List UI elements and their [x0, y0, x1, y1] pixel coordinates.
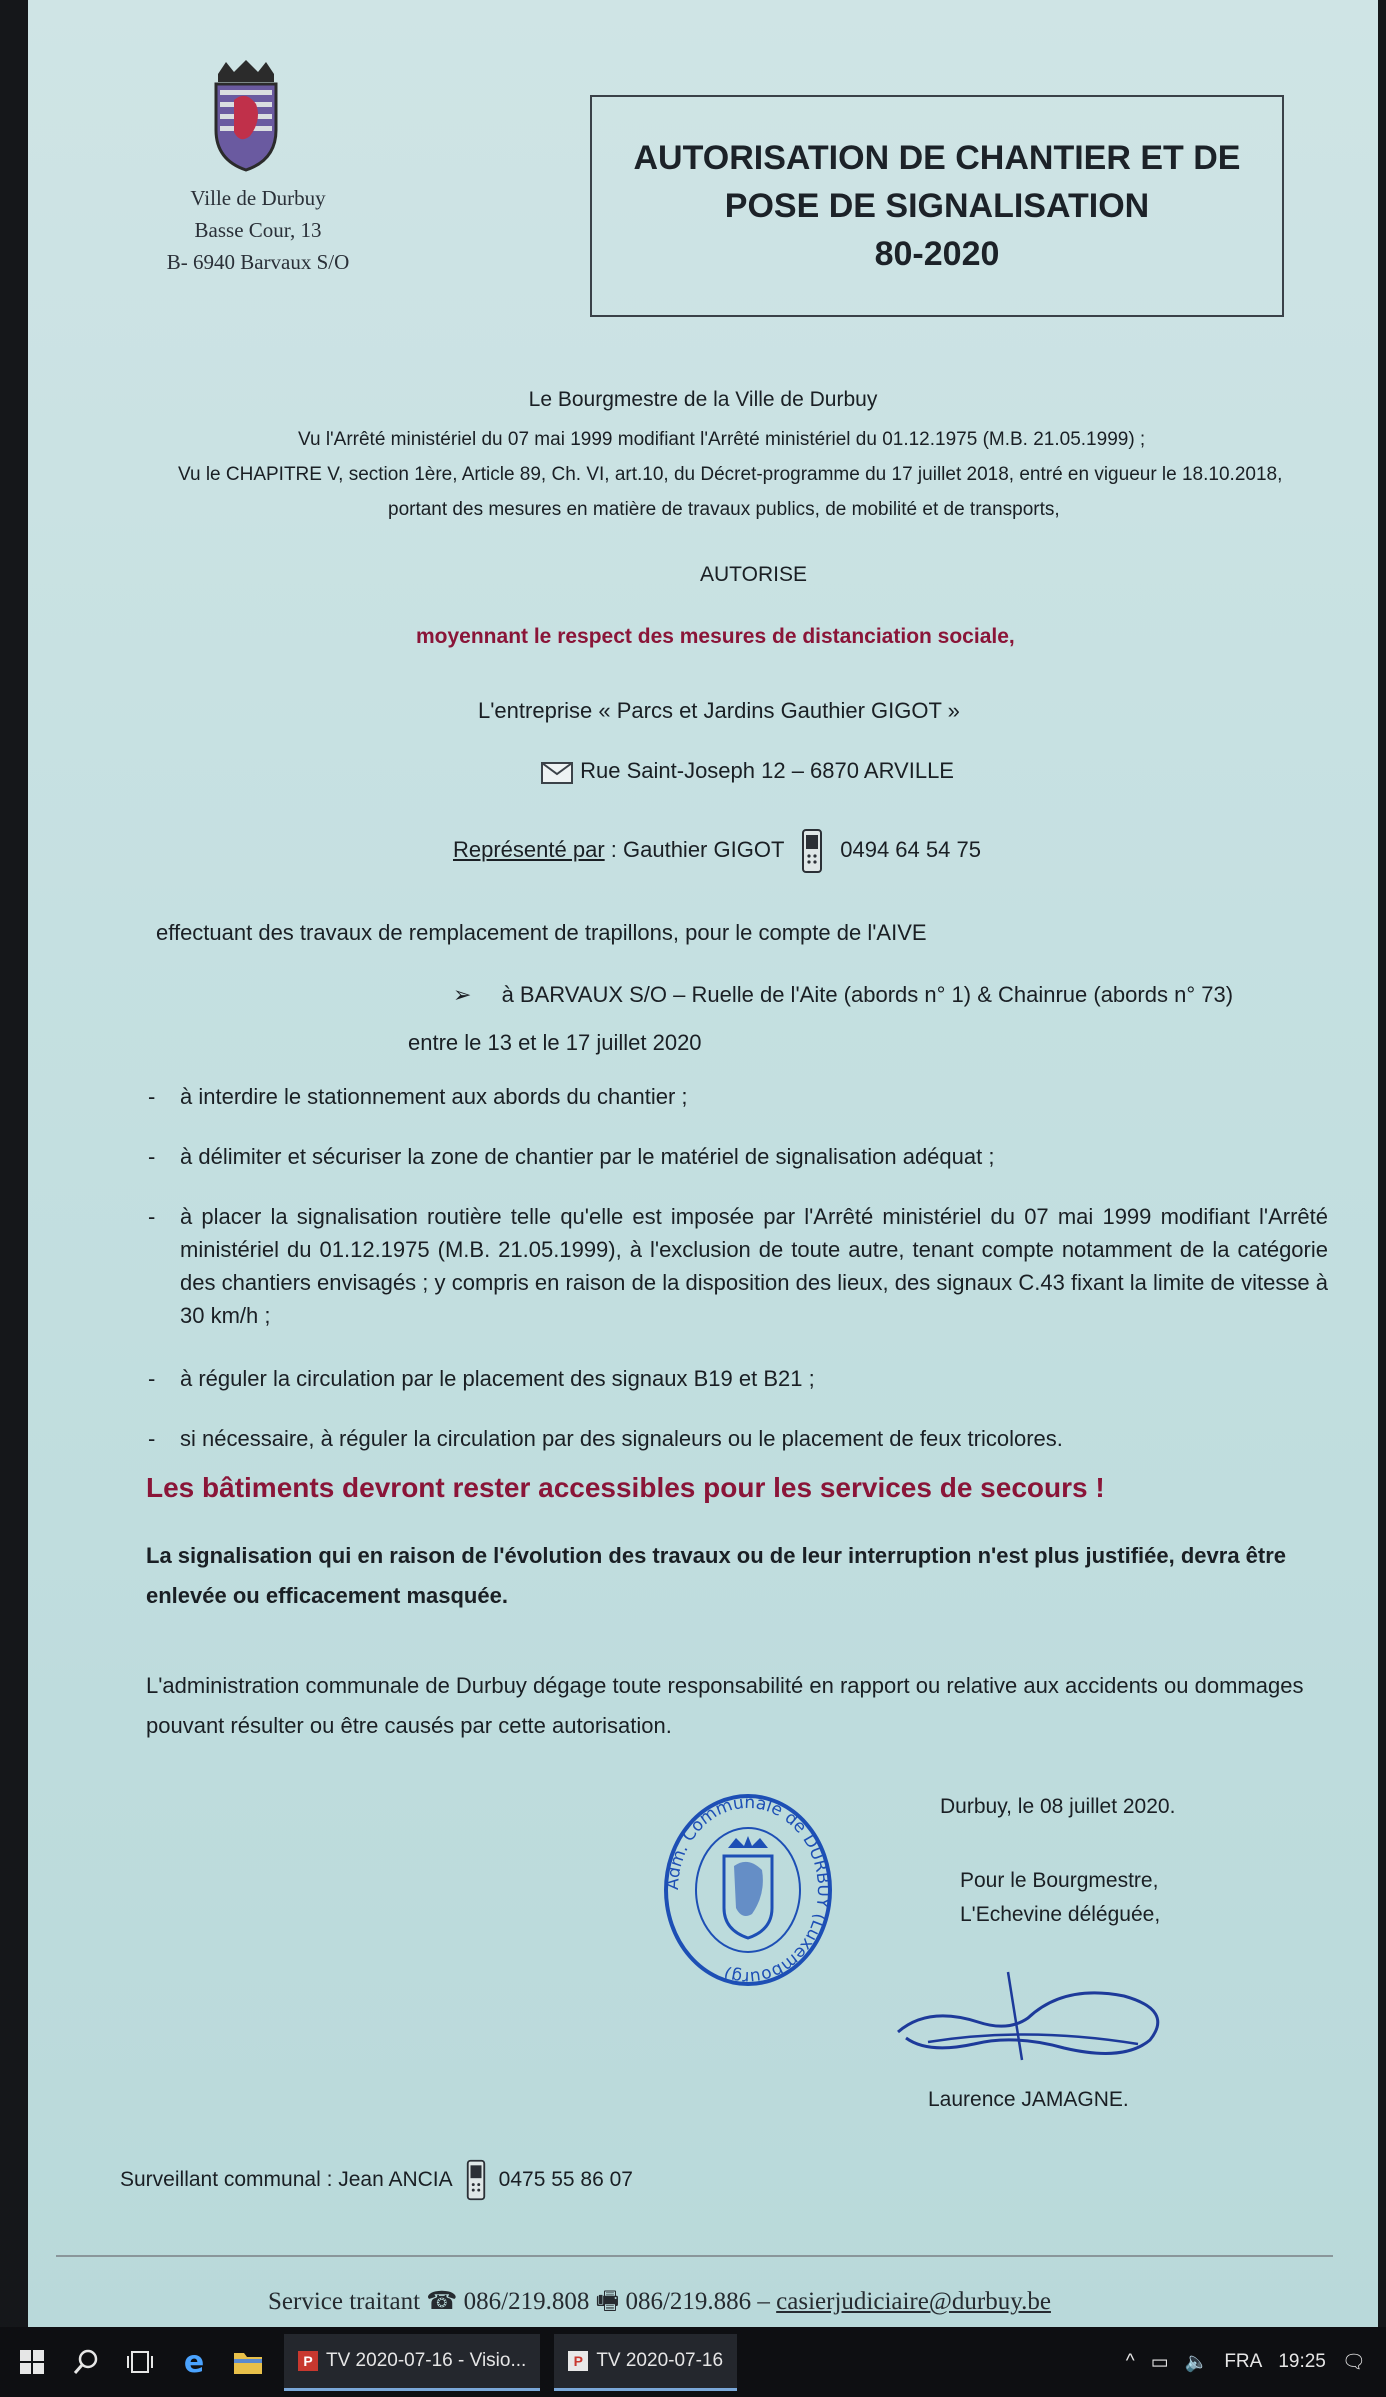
mobile-phone-icon — [800, 828, 824, 874]
footer-service: Service traitant — [268, 2288, 421, 2315]
clock[interactable]: 19:25 — [1278, 2351, 1326, 2372]
location-text: à BARVAUX S/O – Ruelle de l'Aite (abords n° 1) & Chainrue (abords n° 73) — [501, 982, 1234, 1007]
surveillant-phone: 0475 55 86 07 — [498, 2168, 633, 2191]
measure-text: si nécessaire, à réguler la circulation par des signaleurs ou le placement de feux tricolores. — [180, 1426, 1063, 1451]
file-explorer-icon[interactable] — [226, 2340, 270, 2384]
footer-contact — [268, 2282, 1051, 2325]
bullet-dash: - — [148, 1366, 156, 1391]
document-title — [590, 95, 1284, 317]
taskbar-app-label: TV 2020-07-16 - Visio... — [326, 2349, 527, 2371]
footer-separator: – — [757, 2288, 770, 2315]
powerpoint-icon: P — [298, 2351, 318, 2371]
legal-basis-3: portant des mesures en matière de travaux publics, de mobilité et de transports, — [388, 499, 1060, 520]
works-period: entre le 13 et le 17 juillet 2020 — [408, 1030, 702, 1055]
legal-basis-1: Vu l'Arrêté ministériel du 07 mai 1999 modifiant l'Arrêté ministériel du 01.12.1975 (M.B. 21.05.1999) ; — [298, 429, 1146, 450]
arrow-bullet-icon: ➢ — [453, 982, 472, 1007]
edge-browser-icon[interactable]: e — [183, 2344, 205, 2380]
taskbar — [0, 2327, 1386, 2397]
document-page — [28, 0, 1378, 2327]
mail-icon — [540, 759, 574, 785]
bullet-dash: - — [148, 1144, 156, 1169]
volume-icon[interactable]: 🔈 — [1184, 2352, 1209, 2373]
handwritten-signature — [888, 1962, 1178, 2072]
surveillant-contact — [120, 2158, 633, 2202]
footer-tel: 086/219.808 — [463, 2288, 590, 2315]
bullet-dash: - — [148, 1426, 156, 1451]
distancing-condition: moyennant le respect des mesures de distanciation sociale, — [416, 625, 1015, 648]
representative-phone: 0494 64 54 75 — [840, 836, 981, 862]
footer-divider — [56, 2255, 1333, 2257]
sender-address — [128, 182, 388, 278]
address-text: Rue Saint-Joseph 12 – 6870 ARVILLE — [580, 758, 954, 783]
input-language[interactable]: FRA — [1224, 2351, 1263, 2372]
task-view-icon[interactable] — [118, 2340, 162, 2384]
company-address — [540, 756, 954, 786]
fax-icon: 🖷 — [595, 2288, 620, 2315]
title-line: AUTORISATION DE CHANTIER ET DE — [633, 139, 1241, 177]
measure-item — [148, 1080, 1328, 1114]
bullet-dash: - — [148, 1084, 156, 1109]
representative-label: Représenté par — [453, 836, 605, 862]
measure-text: à interdire le stationnement aux abords du chantier ; — [180, 1084, 688, 1109]
company-name: L'entreprise « Parcs et Jardins Gauthier GIGOT » — [478, 698, 960, 723]
screen — [28, 0, 1378, 2327]
network-icon[interactable]: ▭ — [1150, 2351, 1169, 2373]
legal-basis-2: Vu le CHAPITRE V, section 1ère, Article 89, Ch. VI, art.10, du Décret-programme du 17 juillet 2018, entré en vigueur le 18.10.2018, — [178, 464, 1283, 485]
autorise-heading: AUTORISE — [700, 563, 807, 586]
measure-item — [148, 1200, 1328, 1336]
works-description: effectuant des travaux de remplacement de trapillons, pour le compte de l'AIVE — [156, 920, 927, 945]
telephone-icon: ☎ — [426, 2288, 458, 2315]
system-tray — [1126, 2350, 1366, 2374]
stamp-text: Adm. Communale de DURBUY (Luxembourg) — [662, 1792, 834, 1988]
works-location — [453, 980, 1233, 1010]
measure-item — [148, 1362, 1328, 1396]
emergency-access-warning: Les bâtiments devront rester accessibles pour les services de secours ! — [146, 1472, 1105, 1503]
slideshow-icon: P — [568, 2351, 588, 2371]
liability-disclaimer: L'administration communale de Durbuy dégage toute responsabilité en rapport ou relative aux accidents ou dommages pouvant résulter ou être causés par cette autorisation. — [146, 1673, 1304, 1738]
authority: Le Bourgmestre de la Ville de Durbuy — [528, 388, 878, 411]
search-icon[interactable] — [64, 2340, 108, 2384]
measure-text: à réguler la circulation par le placement des signaux B19 et B21 ; — [180, 1366, 815, 1391]
footer-fax: 086/219.886 — [625, 2288, 752, 2315]
signatory-name: Laurence JAMAGNE. — [928, 2088, 1129, 2111]
sender-line: Ville de Durbuy — [190, 186, 326, 210]
bullet-dash: - — [148, 1204, 156, 1229]
windows-start-icon[interactable] — [10, 2340, 54, 2384]
surveillant-label: Surveillant communal : Jean ANCIA — [120, 2168, 453, 2191]
measure-text: à délimiter et sécuriser la zone de chantier par le matériel de signalisation adéquat ; — [180, 1144, 995, 1169]
title-line: 80-2020 — [874, 235, 1000, 273]
title-line: POSE DE SIGNALISATION — [724, 187, 1150, 225]
notifications-icon[interactable]: 🗨 — [1341, 2352, 1366, 2373]
place-date: Durbuy, le 08 juillet 2020. — [940, 1795, 1176, 1818]
signage-removal-note: La signalisation qui en raison de l'évolution des travaux ou de leur interruption n'est plus justifiée, devra être enlevée ou efficacement masquée. — [146, 1543, 1287, 1608]
chevron-up-icon[interactable]: ^ — [1125, 2351, 1135, 2372]
mobile-phone-icon — [465, 2158, 487, 2202]
measure-item — [148, 1140, 1328, 1174]
representative-name: : Gauthier GIGOT — [610, 836, 784, 862]
measure-item — [148, 1422, 1328, 1456]
signing-role: L'Echevine déléguée, — [960, 1903, 1161, 1926]
coat-of-arms-icon — [210, 60, 282, 172]
footer-email[interactable]: casierjudiciaire@durbuy.be — [776, 2288, 1051, 2315]
municipal-stamp — [658, 1790, 838, 1990]
measure-text: à placer la signalisation routière telle qu'elle est imposée par l'Arrêté ministériel du 07 mai 1999 modifiant l'Arrêté ministériel du 01.12.1975 (M.B. 21.05.1999), à l'exclusion de toute autre, tenant compte notamment de la catégorie des chantiers envisagés ; y compris en raison de la disposition des lieux, des signaux C.43 fixant la limite de vitesse à 30 km/h ; — [180, 1204, 1328, 1328]
representative — [453, 828, 981, 874]
taskbar-app-label: TV 2020-07-16 — [596, 2349, 724, 2371]
sender-line: B- 6940 Barvaux S/O — [166, 250, 350, 274]
sender-line: Basse Cour, 13 — [194, 218, 322, 242]
signing-for: Pour le Bourgmestre, — [960, 1869, 1159, 1892]
taskbar-app-slideshow[interactable] — [554, 2334, 737, 2391]
signature-block — [908, 1790, 1228, 1932]
taskbar-app-powerpoint[interactable] — [284, 2334, 540, 2391]
